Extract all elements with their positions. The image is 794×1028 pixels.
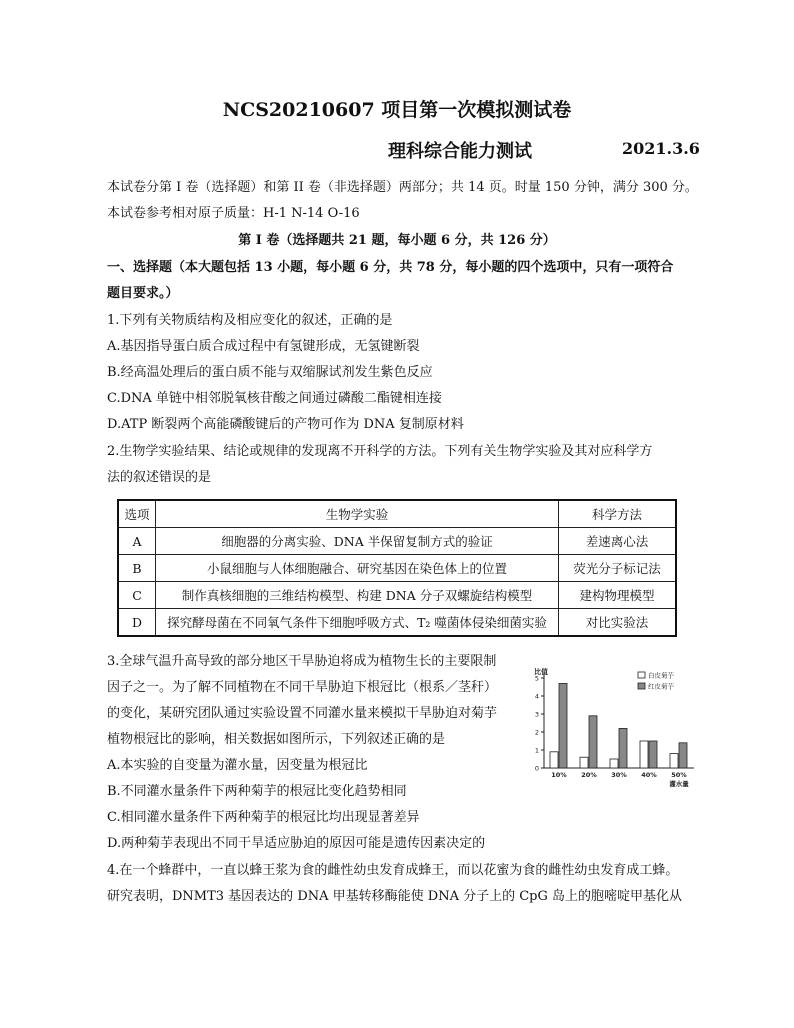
x-axis-label: 灌水量 (669, 780, 689, 788)
intro-line-2: 本试卷参考相对原子质量：H-1 N-14 O-16 (107, 206, 360, 221)
bar-white-skin (550, 752, 558, 768)
q3-option-c: C.相同灌水量条件下两种菊芋的根冠比均出现显著差异 (107, 810, 420, 825)
q3-stem-3: 的变化，某研究团队通过实验设置不同灌水量来模拟干旱胁迫对菊芋 (107, 706, 498, 721)
y-tick-label: 4 (534, 692, 539, 701)
table-cell: 差速离心法 (559, 528, 677, 555)
x-tick-label: 10% (551, 771, 567, 779)
exam-title: NCS20210607 项目第一次模拟测试卷 (222, 99, 572, 121)
table-cell: C (118, 582, 156, 609)
section-instructions-1: 一、选择题（本大题包括 13 小题，每小题 6 分，共 78 分，每小题的四个选项中，只有一项符合 (107, 260, 674, 275)
table-row (118, 528, 676, 555)
table-cell: 制作真核细胞的三维结构模型、构建 DNA 分子双螺旋结构模型 (156, 582, 559, 609)
q1-option-c: C.DNA 单链中相邻脱氧核苷酸之间通过磷酸二酯键相连接 (107, 391, 442, 406)
q1-option-d: D.ATP 断裂两个高能磷酸键后的产物可作为 DNA 复制原材料 (107, 417, 464, 432)
table-cell: A (118, 528, 156, 555)
table-cell: B (118, 555, 156, 582)
bar-red-skin (589, 716, 597, 768)
table-row (118, 609, 676, 637)
bar-red-skin (559, 683, 567, 768)
bar-red-skin (619, 728, 627, 768)
bar-white-skin (640, 741, 648, 768)
legend-swatch (638, 672, 645, 678)
y-tick-label: 2 (534, 728, 539, 737)
q1-stem: 1.下列有关物质结构及相应变化的叙述，正确的是 (107, 313, 393, 328)
q3-option-a: A.本实验的自变量为灌水量，因变量为根冠比 (107, 758, 368, 773)
q3-stem-4: 植物根冠比的影响，相关数据如图所示，下列叙述正确的是 (107, 732, 446, 747)
bar-white-skin (610, 759, 618, 768)
x-tick-label: 50% (671, 771, 687, 779)
y-tick-label: 0 (534, 764, 539, 773)
q2-stem-2: 法的叙述错误的是 (107, 470, 212, 485)
exam-subtitle: 理科综合能力测试 (388, 141, 532, 162)
legend-label: 白皮菊芋 (648, 671, 674, 680)
table-header-cell: 生物学实验 (156, 500, 559, 528)
intro-line-1: 本试卷分第 I 卷（选择题）和第 II 卷（非选择题）两部分；共 14 页。时量 150 分钟，满分 300 分。 (107, 180, 698, 195)
table-cell: 细胞器的分离实验、DNA 半保留复制方式的验证 (156, 528, 559, 555)
exam-date: 2021.3.6 (622, 139, 700, 158)
table-cell: D (118, 609, 156, 637)
q2-table (117, 499, 677, 637)
table-header-cell: 选项 (118, 500, 156, 528)
q4-line-1: 4.在一个蜂群中，一直以蜂王浆为食的雌性幼虫发育成蜂王，而以花蜜为食的雌性幼虫发育成工蜂。 (107, 863, 679, 878)
q2-stem-1: 2.生物学实验结果、结论或规律的发现离不开科学的方法。下列有关生物学实验及其对应科学方 (107, 444, 653, 459)
q3-stem-1: 3.全球气温升高导致的部分地区干旱胁迫将成为植物生长的主要限制 (107, 654, 497, 669)
table-cell: 建构物理模型 (559, 582, 677, 609)
table-cell: 探究酵母菌在不同氧气条件下细胞呼吸方式、T₂ 噬菌体侵染细菌实验 (156, 609, 559, 637)
legend-label: 红皮菊芋 (648, 682, 674, 691)
q4-line-2: 研究表明，DNMT3 基因表达的 DNA 甲基转移酶能使 DNA 分子上的 CpG 岛上的胞嘧啶甲基化从 (107, 889, 683, 904)
table-cell: 荧光分子标记法 (559, 555, 677, 582)
section-instructions-2: 题目要求。） (107, 286, 179, 301)
table-header-row (118, 500, 676, 528)
q1-option-a: A.基因指导蛋白质合成过程中有氢键形成，无氢键断裂 (107, 339, 420, 354)
root-shoot-ratio-chart (520, 660, 700, 790)
x-tick-label: 20% (581, 771, 597, 779)
q3-option-d: D.两种菊芋表现出不同干旱适应胁迫的原因可能是遗传因素决定的 (107, 836, 486, 851)
bar-red-skin (649, 741, 657, 768)
table-row (118, 555, 676, 582)
q3-stem-2: 因子之一。为了解不同植物在不同干旱胁迫下根冠比（根系／茎秆） (107, 680, 498, 695)
table-cell: 小鼠细胞与人体细胞融合、研究基因在染色体上的位置 (156, 555, 559, 582)
bar-white-skin (580, 757, 588, 768)
legend-swatch (638, 683, 645, 689)
q1-option-b: B.经高温处理后的蛋白质不能与双缩脲试剂发生紫色反应 (107, 365, 433, 380)
y-tick-label: 3 (534, 710, 539, 719)
bar-white-skin (670, 754, 678, 768)
table-row (118, 582, 676, 609)
table-header-cell: 科学方法 (559, 500, 677, 528)
x-tick-label: 30% (611, 771, 627, 779)
table-cell: 对比实验法 (559, 609, 677, 637)
section-heading: 第 I 卷（选择题共 21 题，每小题 6 分，共 126 分） (238, 233, 556, 248)
x-tick-label: 40% (641, 771, 657, 779)
q3-option-b: B.不同灌水量条件下两种菊芋的根冠比变化趋势相同 (107, 784, 407, 799)
y-axis-label: 比值 (534, 668, 548, 676)
y-tick-label: 5 (534, 674, 539, 683)
bar-red-skin (679, 743, 687, 768)
y-tick-label: 1 (534, 746, 539, 755)
